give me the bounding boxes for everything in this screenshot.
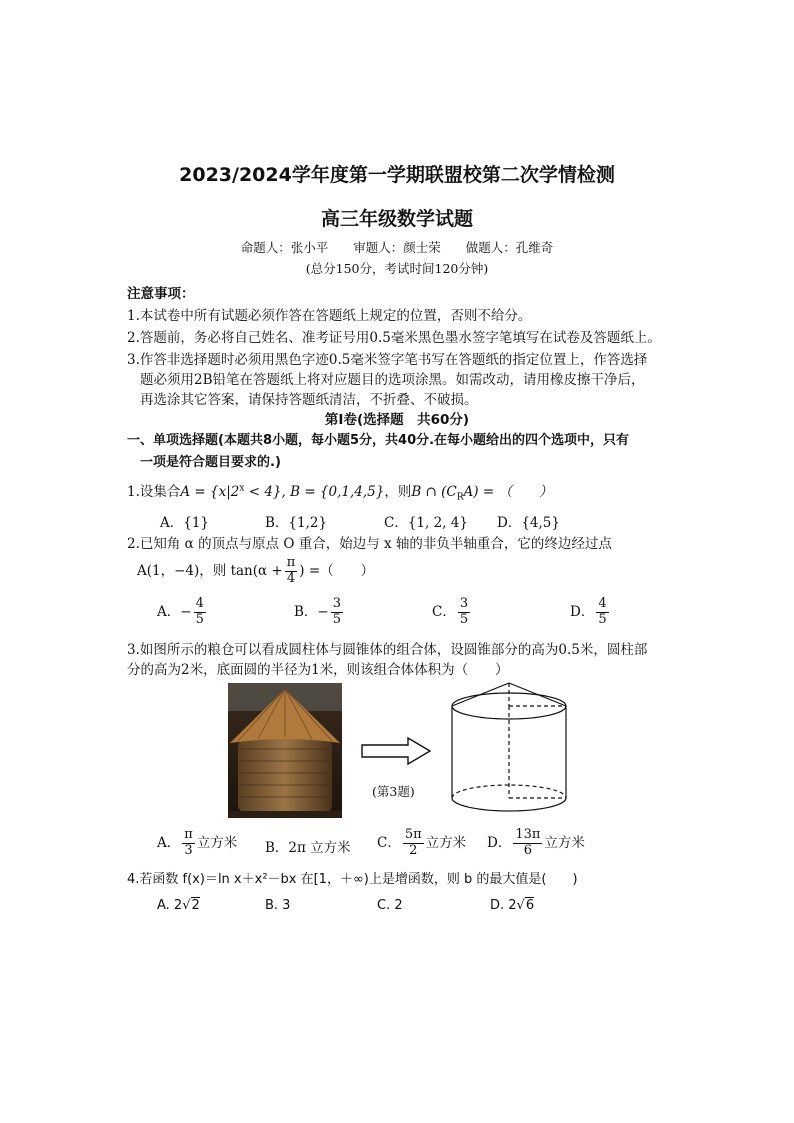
q2-option-d[interactable] [570,597,611,628]
figure-caption: (第3题) [372,784,415,799]
q2-option-a-label: A． [157,603,181,620]
q1-option-b[interactable]: B．{1,2} [265,515,328,531]
q2-option-d-num: 4 [598,596,607,611]
q2-option-b-sign: − [317,603,329,620]
q3-stem2: 分的高为2米，底面圆的半径为1米，则该组合体体积为（ ） [127,662,509,678]
q3-option-d-label: D． [487,834,512,851]
q1-option-c[interactable]: C．{1, 2, 4} [384,515,468,531]
q1-set-a-tail: < 4}, B = {0,1,4,5} [244,484,385,500]
q3-option-a-label: A． [157,834,181,851]
sqrt-icon: √ [182,898,191,913]
section-line1: 一、单项选择题(本题共8小题，每小题5分，共40分.在每小题给出的四个选项中，只有 [127,433,630,448]
q2-option-a-den: 5 [195,611,204,627]
q1-stem-b: ，则 [384,484,412,500]
arrow-right-icon [360,736,432,766]
q3-option-d-den: 6 [523,842,533,858]
q1-set-a-sup: x [239,483,245,494]
q1-option-d[interactable]: D．{4,5} [497,515,560,531]
q2-option-a-sign: − [180,603,192,620]
q2-point-line [137,556,374,587]
notice-heading: 注意事项： [127,286,195,302]
q2-option-a-num: 4 [195,596,204,611]
q3-option-d[interactable] [487,828,585,859]
q3-option-b[interactable] [265,836,351,856]
q3-option-b-label: B． [265,840,289,856]
q4-option-a[interactable] [157,898,200,913]
q2-tail: ) =（ ） [299,562,375,579]
q3-option-c-label: C． [377,834,401,851]
q2-option-c-label: C． [432,603,456,620]
section-line2: 一项是符合题目要求的.) [140,455,281,470]
notice-item-3: 3.作答非选择题时必须用黑色字迹0.5毫米签字笔书写在答题纸的指定位置上，作答选择 [127,352,648,368]
granary-photo [228,683,342,818]
q4-option-a-label: A. 2 [157,898,183,913]
q4-option-d-rad: 6 [525,898,535,913]
q2-option-a[interactable] [157,597,208,628]
notice-item-3-cont2: 再选涂其它答案，请保持答题纸清洁，不折叠、不破损。 [140,392,478,408]
q2-frac [285,556,298,587]
exam-subtitle: 高三年级数学试题 [320,208,473,230]
q3-option-a-unit: 立方米 [196,834,238,851]
q3-option-c[interactable] [377,828,466,859]
q3-option-a[interactable] [157,828,237,859]
q3-stem1: 3.如图所示的粮仓可以看成圆柱体与圆锥体的组合体，设圆锥部分的高为0.5米，圆柱部 [127,642,648,658]
q1-option-a[interactable]: A．{1} [160,515,210,531]
q4-option-d-label: D. 2 [490,898,517,913]
q1-stem-a: 1.设集合 [127,484,181,500]
q4-option-b[interactable]: B. 3 [265,898,291,913]
q4-option-c[interactable]: C. 2 [377,898,403,913]
q2-option-c-den: 5 [459,611,469,627]
q4-stem: 4.若函数 f(x)＝ln x＋x²－bx 在[1，＋∞)上是增函数，则 b 的最大值是( ) [127,872,578,887]
q2-option-d-den: 5 [598,611,607,627]
notice-item-2: 2.答题前，务必将自己姓名、准考证号用0.5毫米黑色墨水签字笔填写在试卷及答题纸上。 [127,330,661,346]
notice-item-1: 1.本试卷中所有试题必须作答在答题纸上规定的位置，否则不给分。 [127,308,532,324]
q1-set-a: A = {x|2 [180,484,240,500]
q3-option-a-num: π [184,827,193,842]
q4-option-a-rad: 2 [191,898,200,913]
q2-option-d-label: D． [570,603,595,620]
q4-option-d[interactable] [490,898,534,913]
q2-stem: 2.已知角 α 的顶点与原点 O 重合，始边与 x 轴的非负半轴重合，它的终边经过点 [127,536,612,552]
sqrt-icon: √ [516,898,525,913]
q3-option-d-unit: 立方米 [544,834,585,851]
q2-point: A(1，−4)，则 tan(α + [137,562,283,579]
notice-item-3-cont1: 题必须用2B铅笔在答题纸上将对应题目的选项涂黑。如需改动，请用橡皮擦干净后， [140,372,645,388]
q3-option-c-num: 5π [404,827,422,842]
q3-option-d-num: 13π [515,827,541,842]
q2-option-b-den: 5 [332,611,342,627]
q2-option-c-num: 3 [459,596,469,611]
q2-frac-num: π [286,555,296,570]
q2-option-b-num: 3 [332,596,342,611]
q3-option-c-unit: 立方米 [425,834,467,851]
authors-line: 命题人：张小平 审题人：颜士荣 做题人：孔维奇 [240,240,554,255]
q2-option-b-label: B． [294,603,318,620]
q2-frac-den: 4 [286,570,296,586]
q2-option-c[interactable] [432,597,472,628]
q3-option-c-den: 2 [409,842,418,858]
exam-title: 2023/2024学年度第一学期联盟校第二次学情检测 [179,164,615,186]
q1-stem [127,480,552,503]
q1-expr-tail: A) = （ ） [463,484,553,500]
q3-option-b-text: 2π 立方米 [288,840,351,856]
part1-heading: 第Ⅰ卷(选择题 共60分) [324,412,470,428]
q3-option-a-den: 3 [184,842,193,858]
q1-expr: B ∩ (C [411,484,457,500]
q1-expr-sub: R [456,492,464,503]
score-time-line: (总分150分，考试时间120分钟) [305,261,489,276]
q2-option-b[interactable] [294,597,345,628]
cylinder-cone-diagram [444,680,574,820]
